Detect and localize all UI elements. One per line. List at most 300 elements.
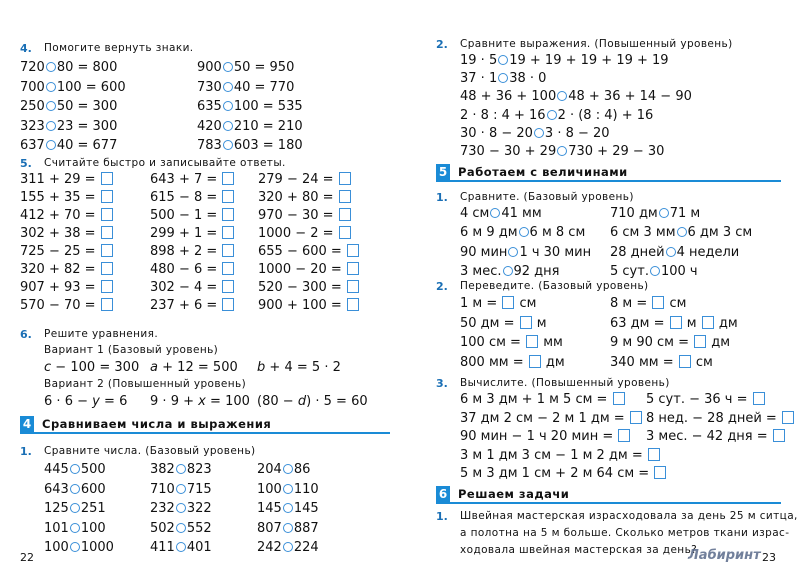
expression: 320 + 80 = <box>258 190 334 205</box>
compare-circle[interactable] <box>508 247 518 257</box>
expression: 37 дм 2 см − 2 м 1 дм = <box>460 410 625 426</box>
answer-box[interactable] <box>652 296 664 309</box>
compare-circle[interactable] <box>176 523 186 533</box>
unit: см <box>669 296 687 311</box>
expression: 5 сут. − 36 ч = <box>646 392 748 407</box>
answer-box[interactable] <box>339 190 351 203</box>
quick-sum <box>258 262 360 278</box>
number-comparison <box>150 540 212 556</box>
task-number: 2. <box>436 280 448 293</box>
expression-left: 250 <box>20 99 45 114</box>
expression-left: 700 <box>20 79 45 95</box>
number-comparison <box>257 501 319 517</box>
quick-sum <box>20 262 114 278</box>
equation: (80 − d) · 5 = 60 <box>257 394 368 409</box>
unit-conversion <box>610 335 730 351</box>
compare-circle[interactable] <box>677 227 687 237</box>
answer-box[interactable] <box>773 429 785 442</box>
answer-box[interactable] <box>339 226 351 239</box>
expression: 5 м 3 дм 1 см + 2 м 64 см = <box>460 466 650 481</box>
task-number: 1. <box>436 510 448 523</box>
answer-box[interactable] <box>670 316 682 329</box>
section-badge: 4 <box>20 416 34 432</box>
answer-box[interactable] <box>753 392 765 405</box>
expression: 500 − 1 = <box>150 208 218 223</box>
expression: 6 м 3 дм + 1 м 5 см = <box>460 392 608 407</box>
compare-circle[interactable] <box>283 503 293 513</box>
sign-equation <box>20 99 117 115</box>
compare-circle[interactable] <box>176 484 186 494</box>
quantity-left: 710 дм <box>610 206 658 221</box>
quick-sum <box>20 208 114 224</box>
compare-circle[interactable] <box>46 82 56 92</box>
quick-sum <box>20 172 114 188</box>
quick-sum <box>150 262 235 278</box>
expression: 63 дм = <box>610 315 665 331</box>
number-left: 382 <box>150 462 175 477</box>
answer-box[interactable] <box>613 392 625 405</box>
expression-left: 730 <box>197 79 222 95</box>
right-page <box>400 0 800 582</box>
task-instruction: Вычислите. (Повышенный уровень) <box>460 377 670 389</box>
number-right: 401 <box>186 540 212 555</box>
expression: 8 м = <box>610 296 648 311</box>
quick-sum <box>150 208 235 224</box>
expression: 1000 − 2 = <box>258 226 334 241</box>
calculation <box>646 411 795 427</box>
equation: c − 100 = 300 <box>44 360 140 375</box>
quantity-right: 41 мм <box>501 206 542 221</box>
sign-equation <box>197 60 294 76</box>
equation: b + 4 = 5 · 2 <box>257 360 341 375</box>
expression-right: 603 = 180 <box>233 138 303 153</box>
number-right: 322 <box>186 501 212 516</box>
unit-conversion <box>460 355 565 371</box>
compare-circle[interactable] <box>70 542 80 552</box>
task-instruction: Решите уравнения. <box>44 328 159 340</box>
section-underline <box>20 432 390 434</box>
expression: 9 м 90 см = <box>610 335 689 350</box>
section-title: Работаем с величинами <box>458 165 628 179</box>
expression-comparison <box>460 144 664 160</box>
compare-circle[interactable] <box>283 523 293 533</box>
task-number: 1. <box>436 191 448 204</box>
task-number: 6. <box>20 328 32 341</box>
quick-sum <box>258 298 360 314</box>
unit-conversion <box>460 335 563 351</box>
expression-comparison <box>460 126 610 142</box>
page-number: 23 <box>762 551 776 564</box>
quick-sum <box>20 280 114 296</box>
compare-circle[interactable] <box>519 227 529 237</box>
expression: 1000 − 20 = <box>258 262 342 277</box>
expression: 907 + 93 = <box>20 280 96 295</box>
number-right: 823 <box>186 462 212 477</box>
number-right: 600 <box>80 481 106 497</box>
answer-box[interactable] <box>529 355 541 368</box>
expression: 480 − 6 = <box>150 262 218 277</box>
answer-box[interactable] <box>101 280 113 293</box>
answer-box[interactable] <box>520 316 532 329</box>
quantity-left: 90 мин <box>460 244 508 260</box>
number-right: 100 <box>80 520 106 536</box>
quantity-left: 5 сут. <box>610 263 649 279</box>
calculation <box>460 466 667 482</box>
answer-box[interactable] <box>526 335 538 348</box>
expression: 299 + 1 = <box>150 226 218 241</box>
answer-box[interactable] <box>101 298 113 311</box>
quantity-comparison <box>610 264 698 280</box>
answer-box[interactable] <box>222 280 234 293</box>
quick-sum <box>258 190 352 206</box>
compare-circle[interactable] <box>557 146 567 156</box>
expression-left: 19 · 5 <box>460 53 498 68</box>
number-comparison <box>257 521 319 537</box>
calculation <box>460 448 661 464</box>
answer-box[interactable] <box>694 335 706 348</box>
number-right: 86 <box>293 462 311 477</box>
quantity-left: 6 см 3 мм <box>610 225 676 241</box>
expression-right: 210 = 210 <box>233 118 303 134</box>
quantity-left: 3 мес. <box>460 263 502 279</box>
compare-circle[interactable] <box>223 62 233 72</box>
number-left: 100 <box>44 540 69 555</box>
expression-right: 80 = 800 <box>56 60 118 75</box>
quantity-left: 28 дней <box>610 244 665 260</box>
compare-circle[interactable] <box>547 110 557 120</box>
quantity-right: 100 ч <box>660 263 698 279</box>
expression-right: 50 = 950 <box>233 60 295 75</box>
section-badge: 6 <box>436 486 450 502</box>
expression: 90 мин − 1 ч 20 мин = <box>460 429 614 444</box>
answer-box[interactable] <box>339 172 351 185</box>
section-title: Сравниваем числа и выражения <box>42 417 272 431</box>
expression: 655 − 600 = <box>258 244 342 259</box>
expression-right: 40 = 770 <box>233 79 295 95</box>
task-text-line: ходовала швейная мастерская за день? <box>460 544 698 556</box>
expression-right: 38 · 0 <box>509 71 547 87</box>
number-left: 643 <box>44 481 69 497</box>
unit: м <box>686 315 697 331</box>
unit: дм <box>718 315 738 331</box>
quick-sum <box>20 226 114 242</box>
expression-comparison <box>460 89 692 105</box>
answer-box[interactable] <box>618 429 630 442</box>
calculation <box>646 392 766 408</box>
number-left: 100 <box>257 481 282 497</box>
compare-circle[interactable] <box>503 266 513 276</box>
quantity-right: 1 ч 30 мин <box>519 244 592 260</box>
number-left: 445 <box>44 462 69 477</box>
expression-right: 40 = 677 <box>56 138 118 153</box>
number-right: 251 <box>80 501 106 516</box>
expression: 520 − 300 = <box>258 280 342 295</box>
unit: см <box>519 296 537 311</box>
unit-conversion <box>460 316 547 332</box>
expression: 900 + 100 = <box>258 298 342 313</box>
answer-box[interactable] <box>782 411 794 424</box>
answer-box[interactable] <box>648 448 660 461</box>
expression: 3 м 1 дм 3 см − 1 м 2 дм = <box>460 447 643 463</box>
expression: 155 + 35 = <box>20 190 96 205</box>
number-comparison <box>44 482 106 498</box>
section-badge: 5 <box>436 164 450 180</box>
answer-box[interactable] <box>347 244 359 257</box>
number-comparison <box>150 521 212 537</box>
compare-circle[interactable] <box>283 464 293 474</box>
calculation <box>646 429 786 445</box>
compare-circle[interactable] <box>557 91 567 101</box>
quantity-comparison <box>460 245 591 261</box>
answer-box[interactable] <box>679 355 691 368</box>
compare-circle[interactable] <box>176 503 186 513</box>
answer-box[interactable] <box>347 298 359 311</box>
expression-right: 100 = 535 <box>233 99 303 114</box>
answer-box[interactable] <box>702 316 714 329</box>
expression-left: 637 <box>20 138 45 153</box>
compare-circle[interactable] <box>283 542 293 552</box>
number-left: 807 <box>257 520 282 536</box>
compare-circle[interactable] <box>650 266 660 276</box>
expression-left: 37 · 1 <box>460 71 498 87</box>
number-comparison <box>44 462 106 478</box>
expression: 898 + 2 = <box>150 244 218 259</box>
expression-right: 3 · 8 − 20 <box>544 125 610 141</box>
quick-sum <box>20 190 114 206</box>
task-instruction: Помогите вернуть знаки. <box>44 42 194 54</box>
compare-circle[interactable] <box>498 73 508 83</box>
compare-circle[interactable] <box>70 464 80 474</box>
expression: 311 + 29 = <box>20 172 96 187</box>
section-header <box>20 416 390 432</box>
answer-box[interactable] <box>347 280 359 293</box>
expression: 615 − 8 = <box>150 190 218 205</box>
quantity-left: 6 м 9 дм <box>460 225 518 241</box>
compare-circle[interactable] <box>46 101 56 111</box>
task-instruction: Переведите. (Базовый уровень) <box>460 280 649 292</box>
page-number: 22 <box>20 551 34 564</box>
number-right: 1000 <box>80 540 114 555</box>
compare-circle[interactable] <box>70 523 80 533</box>
expression-right: 23 = 300 <box>56 118 118 134</box>
expression: 320 + 82 = <box>20 262 96 277</box>
answer-box[interactable] <box>502 296 514 309</box>
answer-box[interactable] <box>222 244 234 257</box>
answer-box[interactable] <box>101 244 113 257</box>
task-number: 5. <box>20 157 32 170</box>
expression-right: 2 · (8 : 4) + 16 <box>557 107 654 123</box>
quick-sum <box>20 244 114 260</box>
task-number: 4. <box>20 42 32 55</box>
section-title: Решаем задачи <box>458 487 570 501</box>
expression-left: 730 − 30 + 29 <box>460 144 557 159</box>
quantity-comparison <box>610 225 752 241</box>
task-number: 1. <box>20 445 32 458</box>
quick-sum <box>258 208 352 224</box>
answer-box[interactable] <box>347 262 359 275</box>
compare-circle[interactable] <box>176 542 186 552</box>
answer-box[interactable] <box>222 226 234 239</box>
compare-circle[interactable] <box>223 101 233 111</box>
task-instruction: Сравните. (Базовый уровень) <box>460 191 634 203</box>
quantity-comparison <box>610 245 739 261</box>
expression: 340 мм = <box>610 354 674 370</box>
expression-left: 900 <box>197 60 222 75</box>
expression: 643 + 7 = <box>150 172 218 187</box>
compare-circle[interactable] <box>223 82 233 92</box>
number-left: 145 <box>257 501 282 516</box>
sign-equation <box>197 80 294 96</box>
quick-sum <box>258 280 360 296</box>
section-header <box>436 164 781 180</box>
quantity-comparison <box>460 264 559 280</box>
expression-right: 50 = 300 <box>56 99 118 114</box>
expression-left: 720 <box>20 60 45 75</box>
unit: см <box>695 354 713 370</box>
number-left: 242 <box>257 540 282 555</box>
compare-circle[interactable] <box>176 464 186 474</box>
compare-circle[interactable] <box>70 503 80 513</box>
expression-comparison <box>460 108 653 124</box>
number-comparison <box>150 462 212 478</box>
sign-equation <box>20 60 117 76</box>
number-right: 500 <box>80 462 106 477</box>
equation: 6 · 6 − y = 6 <box>44 394 128 409</box>
answer-box[interactable] <box>222 172 234 185</box>
quantity-comparison <box>460 206 542 222</box>
task-number: 3. <box>436 377 448 390</box>
expression-right: 730 + 29 − 30 <box>568 144 665 159</box>
number-right: 110 <box>293 481 319 497</box>
expression: 279 − 24 = <box>258 172 334 187</box>
calculation <box>460 411 643 427</box>
sign-equation <box>197 138 303 154</box>
number-comparison <box>44 521 106 537</box>
task-instruction: Считайте быстро и записывайте ответы. <box>44 157 286 169</box>
answer-box[interactable] <box>222 298 234 311</box>
unit-conversion <box>610 316 738 332</box>
compare-circle[interactable] <box>666 247 676 257</box>
compare-circle[interactable] <box>283 484 293 494</box>
expression-right: 48 + 36 + 14 − 90 <box>568 89 692 105</box>
unit: дм <box>711 335 731 350</box>
unit-conversion <box>460 296 537 312</box>
quick-sum <box>150 298 235 314</box>
task-text-line: а полотна на 5 м больше. Сколько метров ткани израс- <box>460 527 790 539</box>
sign-equation <box>20 80 126 96</box>
quantity-right: 92 дня <box>513 263 560 279</box>
sign-equation <box>20 119 117 135</box>
calculation <box>460 392 626 408</box>
task-number: 2. <box>436 38 448 51</box>
quantity-right: 4 недели <box>676 244 740 260</box>
compare-circle[interactable] <box>223 121 233 131</box>
compare-circle[interactable] <box>70 484 80 494</box>
quantity-right: 6 м 8 см <box>529 225 586 241</box>
number-right: 715 <box>186 481 212 497</box>
quantity-left: 4 см <box>460 206 490 221</box>
number-comparison <box>150 482 212 498</box>
number-comparison <box>257 482 319 498</box>
number-right: 887 <box>293 520 319 536</box>
number-left: 710 <box>150 481 175 497</box>
answer-box[interactable] <box>222 262 234 275</box>
compare-circle[interactable] <box>498 55 508 65</box>
compare-circle[interactable] <box>46 62 56 72</box>
answer-box[interactable] <box>101 208 113 221</box>
answer-box[interactable] <box>101 262 113 275</box>
quick-sum <box>150 190 235 206</box>
compare-circle[interactable] <box>46 121 56 131</box>
task-instruction: Сравните числа. (Базовый уровень) <box>44 445 256 457</box>
expression: 302 + 38 = <box>20 226 96 241</box>
expression: 237 + 6 = <box>150 298 218 313</box>
expression-right: 100 = 600 <box>56 79 126 95</box>
quick-sum <box>150 280 235 296</box>
task-instruction: Сравните выражения. (Повышенный уровень) <box>460 38 733 50</box>
section-underline <box>436 502 781 504</box>
answer-box[interactable] <box>630 411 642 424</box>
number-comparison <box>257 540 319 556</box>
number-right: 224 <box>293 540 319 555</box>
quantity-right: 71 м <box>669 206 701 221</box>
expression-left: 420 <box>197 118 222 134</box>
expression: 800 мм = <box>460 354 524 370</box>
expression: 725 − 25 = <box>20 244 96 259</box>
number-comparison <box>257 462 310 478</box>
sign-equation <box>197 119 303 135</box>
answer-box[interactable] <box>101 190 113 203</box>
answer-box[interactable] <box>101 172 113 185</box>
quick-sum <box>258 172 352 188</box>
quick-sum <box>20 298 114 314</box>
expression: 3 мес. − 42 дня = <box>646 429 768 444</box>
variant-label: Вариант 1 (Базовый уровень) <box>44 344 219 356</box>
number-left: 232 <box>150 501 175 516</box>
compare-circle[interactable] <box>46 140 56 150</box>
answer-box[interactable] <box>339 208 351 221</box>
expression-left: 323 <box>20 118 45 134</box>
number-left: 204 <box>257 462 282 477</box>
answer-box[interactable] <box>222 190 234 203</box>
compare-circle[interactable] <box>223 140 233 150</box>
task-text-line: Швейная мастерская израсходовала за день 25 м ситца, <box>460 510 798 522</box>
expression-left: 635 <box>197 99 222 114</box>
answer-box[interactable] <box>654 466 666 479</box>
watermark: Лабиринт <box>688 548 761 563</box>
quick-sum <box>150 244 235 260</box>
quick-sum <box>150 172 235 188</box>
number-comparison <box>44 501 106 517</box>
number-right: 145 <box>293 501 319 516</box>
expression-left: 2 · 8 : 4 + 16 <box>460 107 546 123</box>
quick-sum <box>258 226 352 242</box>
expression-left: 30 · 8 − 20 <box>460 125 533 141</box>
expression: 100 см = <box>460 335 521 350</box>
unit: мм <box>543 335 563 350</box>
number-left: 101 <box>44 520 69 536</box>
expression-comparison <box>460 71 546 87</box>
sign-equation <box>20 138 117 154</box>
compare-circle[interactable] <box>534 128 544 138</box>
number-comparison <box>44 540 114 556</box>
compare-circle[interactable] <box>490 208 500 218</box>
expression: 412 + 70 = <box>20 208 96 223</box>
compare-circle[interactable] <box>659 208 669 218</box>
expression: 570 − 70 = <box>20 298 96 313</box>
answer-box[interactable] <box>222 208 234 221</box>
answer-box[interactable] <box>101 226 113 239</box>
